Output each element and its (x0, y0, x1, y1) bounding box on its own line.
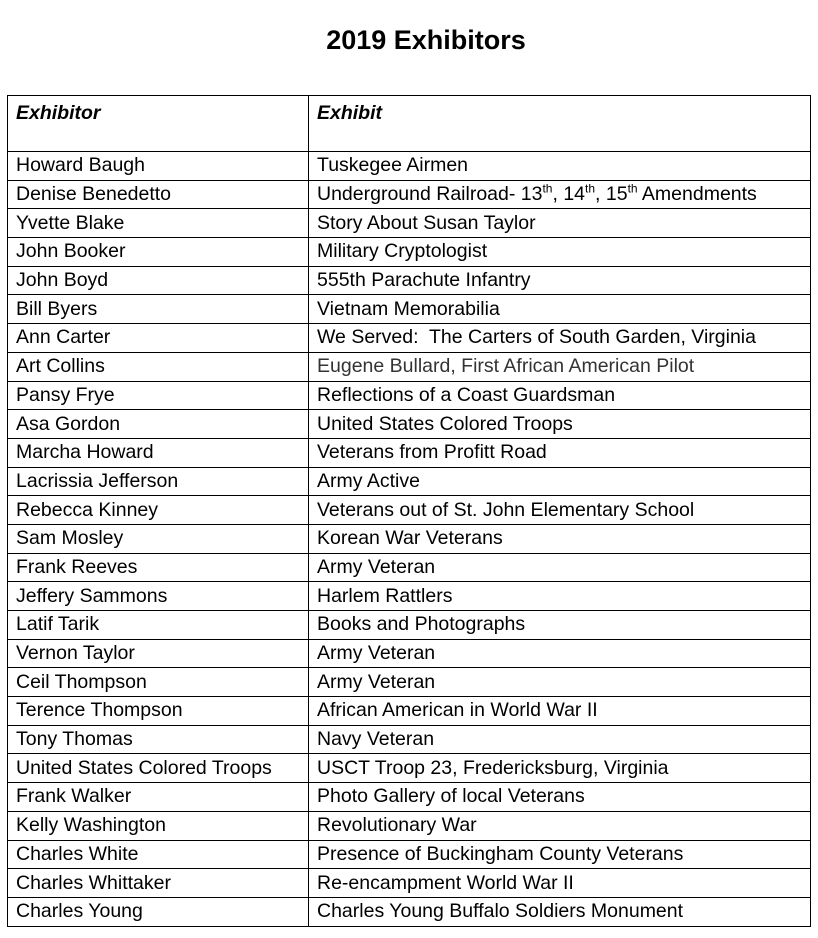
table-row (8, 295, 811, 324)
exhibitor-cell: Art Collins (8, 352, 309, 381)
table-row (8, 238, 811, 267)
exhibitor-cell: Tony Thomas (8, 725, 309, 754)
exhibitor-cell: Bill Byers (8, 295, 309, 324)
exhibit-cell: 555th Parachute Infantry (309, 266, 811, 295)
exhibitors-table (7, 95, 811, 927)
table-row (8, 209, 811, 238)
exhibitor-cell: Rebecca Kinney (8, 496, 309, 525)
exhibit-cell: Korean War Veterans (309, 524, 811, 553)
table-row (8, 152, 811, 181)
table-row (8, 496, 811, 525)
exhibit-cell: Photo Gallery of local Veterans (309, 783, 811, 812)
exhibit-cell: United States Colored Troops (309, 410, 811, 439)
exhibitor-cell: Frank Reeves (8, 553, 309, 582)
table-row (8, 524, 811, 553)
exhibitor-cell: Vernon Taylor (8, 639, 309, 668)
table-row (8, 754, 811, 783)
ordinal-suffix: th (627, 181, 638, 196)
table-row (8, 668, 811, 697)
exhibit-cell: Navy Veteran (309, 725, 811, 754)
exhibit-cell: Presence of Buckingham County Veterans (309, 840, 811, 869)
exhibit-cell: We Served: The Carters of South Garden, Virginia (309, 324, 811, 353)
table-row (8, 266, 811, 295)
table-row (8, 438, 811, 467)
exhibit-cell: Veterans out of St. John Elementary School (309, 496, 811, 525)
exhibitor-cell: Denise Benedetto (8, 180, 309, 209)
exhibit-cell: Books and Photographs (309, 611, 811, 640)
exhibitor-cell: Howard Baugh (8, 152, 309, 181)
exhibitor-cell: Frank Walker (8, 783, 309, 812)
exhibitor-cell: Latif Tarik (8, 611, 309, 640)
exhibit-cell: Army Veteran (309, 553, 811, 582)
exhibitor-cell: Terence Thompson (8, 697, 309, 726)
table-body (8, 152, 811, 927)
ordinal-suffix: th (542, 181, 553, 196)
table-row (8, 897, 811, 926)
table-row (8, 381, 811, 410)
table-row (8, 582, 811, 611)
exhibitor-cell: Charles Whittaker (8, 869, 309, 898)
table-row (8, 180, 811, 209)
table-row (8, 639, 811, 668)
table-row (8, 725, 811, 754)
table-row (8, 553, 811, 582)
table-row (8, 410, 811, 439)
exhibit-cell: Military Cryptologist (309, 238, 811, 267)
exhibitor-cell: Asa Gordon (8, 410, 309, 439)
exhibit-cell: Eugene Bullard, First African American Pilot (309, 352, 811, 381)
exhibit-cell: Veterans from Profitt Road (309, 438, 811, 467)
exhibit-cell: Charles Young Buffalo Soldiers Monument (309, 897, 811, 926)
exhibitor-cell: Ceil Thompson (8, 668, 309, 697)
table-row (8, 352, 811, 381)
exhibit-cell: African American in World War II (309, 697, 811, 726)
table-row (8, 783, 811, 812)
table-row (8, 811, 811, 840)
exhibitor-cell: Lacrissia Jefferson (8, 467, 309, 496)
table-row (8, 324, 811, 353)
table-row (8, 611, 811, 640)
table-header-row (8, 96, 811, 152)
table-row (8, 697, 811, 726)
exhibit-cell: Vietnam Memorabilia (309, 295, 811, 324)
exhibitor-cell: Ann Carter (8, 324, 309, 353)
table-row (8, 869, 811, 898)
table-row (8, 467, 811, 496)
exhibit-cell: Revolutionary War (309, 811, 811, 840)
exhibitor-cell: Pansy Frye (8, 381, 309, 410)
exhibit-cell: Harlem Rattlers (309, 582, 811, 611)
exhibit-cell: Army Active (309, 467, 811, 496)
exhibit-cell: Tuskegee Airmen (309, 152, 811, 181)
exhibitor-cell: John Boyd (8, 266, 309, 295)
header-exhibitor: Exhibitor (8, 96, 309, 152)
exhibit-cell: USCT Troop 23, Fredericksburg, Virginia (309, 754, 811, 783)
exhibit-cell: Reflections of a Coast Guardsman (309, 381, 811, 410)
exhibit-cell: Army Veteran (309, 668, 811, 697)
exhibit-cell (309, 180, 811, 209)
exhibit-cell: Re-encampment World War II (309, 869, 811, 898)
exhibitor-cell: John Booker (8, 238, 309, 267)
exhibitor-cell: Charles White (8, 840, 309, 869)
exhibit-cell: Story About Susan Taylor (309, 209, 811, 238)
exhibitor-cell: Jeffery Sammons (8, 582, 309, 611)
exhibitor-cell: Yvette Blake (8, 209, 309, 238)
exhibitor-cell: Charles Young (8, 897, 309, 926)
table-row (8, 840, 811, 869)
page-title: 2019 Exhibitors (326, 25, 526, 55)
header-exhibit: Exhibit (309, 96, 811, 152)
exhibitor-cell: Kelly Washington (8, 811, 309, 840)
exhibitor-cell: Marcha Howard (8, 438, 309, 467)
exhibitor-cell: Sam Mosley (8, 524, 309, 553)
ordinal-suffix: th (585, 181, 596, 196)
exhibit-text-amendments: Underground Railroad- 13th, 14th, 15th Amendments (317, 181, 757, 206)
exhibitor-cell: United States Colored Troops (8, 754, 309, 783)
exhibit-cell: Army Veteran (309, 639, 811, 668)
